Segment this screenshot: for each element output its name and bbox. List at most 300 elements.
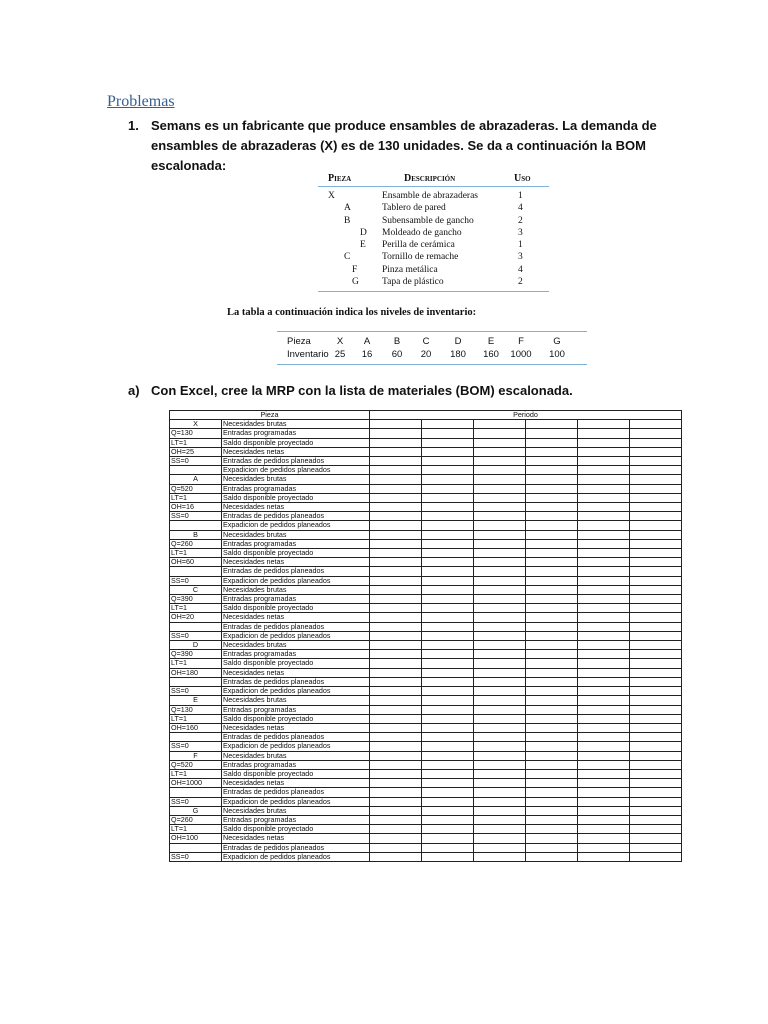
mrp-period-cell[interactable] xyxy=(474,760,526,769)
mrp-period-cell[interactable] xyxy=(578,742,630,751)
mrp-period-cell[interactable] xyxy=(578,769,630,778)
mrp-period-cell[interactable] xyxy=(578,733,630,742)
mrp-period-cell[interactable] xyxy=(474,843,526,852)
mrp-period-cell[interactable] xyxy=(630,733,682,742)
mrp-period-cell[interactable] xyxy=(578,788,630,797)
mrp-period-cell[interactable] xyxy=(526,815,578,824)
mrp-period-cell[interactable] xyxy=(474,659,526,668)
mrp-period-cell[interactable] xyxy=(370,641,422,650)
mrp-period-cell[interactable] xyxy=(422,521,474,530)
mrp-period-cell[interactable] xyxy=(474,779,526,788)
mrp-period-cell[interactable] xyxy=(370,539,422,548)
mrp-period-cell[interactable] xyxy=(474,733,526,742)
mrp-period-cell[interactable] xyxy=(370,512,422,521)
mrp-period-cell[interactable] xyxy=(630,484,682,493)
mrp-period-cell[interactable] xyxy=(630,696,682,705)
mrp-period-cell[interactable] xyxy=(422,650,474,659)
mrp-period-cell[interactable] xyxy=(422,503,474,512)
mrp-period-cell[interactable] xyxy=(578,429,630,438)
mrp-period-cell[interactable] xyxy=(630,705,682,714)
mrp-period-cell[interactable] xyxy=(578,668,630,677)
mrp-period-cell[interactable] xyxy=(578,650,630,659)
mrp-row xyxy=(170,760,682,769)
mrp-period-cell[interactable] xyxy=(526,733,578,742)
mrp-period-cell[interactable] xyxy=(370,825,422,834)
mrp-period-cell[interactable] xyxy=(578,567,630,576)
mrp-period-cell[interactable] xyxy=(578,852,630,861)
mrp-period-cell[interactable] xyxy=(474,438,526,447)
mrp-period-cell[interactable] xyxy=(422,760,474,769)
mrp-period-cell[interactable] xyxy=(578,815,630,824)
mrp-period-cell[interactable] xyxy=(422,613,474,622)
mrp-period-cell[interactable] xyxy=(526,751,578,760)
mrp-period-cell[interactable] xyxy=(630,512,682,521)
mrp-period-cell[interactable] xyxy=(370,650,422,659)
mrp-period-cell[interactable] xyxy=(630,723,682,732)
mrp-period-cell[interactable] xyxy=(474,521,526,530)
mrp-period-cell[interactable] xyxy=(474,705,526,714)
mrp-period-cell[interactable] xyxy=(370,493,422,502)
mrp-period-cell[interactable] xyxy=(526,825,578,834)
mrp-period-cell[interactable] xyxy=(526,604,578,613)
mrp-period-cell[interactable] xyxy=(422,493,474,502)
mrp-period-cell[interactable] xyxy=(370,815,422,824)
mrp-period-cell[interactable] xyxy=(526,585,578,594)
mrp-period-cell[interactable] xyxy=(526,613,578,622)
mrp-period-cell[interactable] xyxy=(474,834,526,843)
mrp-period-cell[interactable] xyxy=(370,595,422,604)
mrp-period-cell[interactable] xyxy=(370,466,422,475)
mrp-period-cell[interactable] xyxy=(630,493,682,502)
mrp-period-cell[interactable] xyxy=(422,641,474,650)
mrp-period-cell[interactable] xyxy=(578,604,630,613)
mrp-period-cell[interactable] xyxy=(474,539,526,548)
mrp-row xyxy=(170,576,682,585)
mrp-period-cell[interactable] xyxy=(630,558,682,567)
mrp-period-cell[interactable] xyxy=(578,622,630,631)
mrp-period-cell[interactable] xyxy=(474,622,526,631)
mrp-period-cell[interactable] xyxy=(578,613,630,622)
mrp-period-cell[interactable] xyxy=(526,834,578,843)
mrp-period-cell[interactable] xyxy=(630,677,682,686)
mrp-period-cell[interactable] xyxy=(474,613,526,622)
mrp-period-cell[interactable] xyxy=(474,503,526,512)
mrp-period-cell[interactable] xyxy=(474,595,526,604)
mrp-period-cell[interactable] xyxy=(578,687,630,696)
mrp-period-cell[interactable] xyxy=(630,595,682,604)
mrp-period-cell[interactable] xyxy=(630,843,682,852)
mrp-period-cell[interactable] xyxy=(630,447,682,456)
mrp-period-cell[interactable] xyxy=(370,521,422,530)
mrp-period-cell[interactable] xyxy=(526,641,578,650)
mrp-period-cell[interactable] xyxy=(526,503,578,512)
mrp-period-cell[interactable] xyxy=(474,567,526,576)
mrp-period-cell[interactable] xyxy=(578,585,630,594)
bom-pieza: X xyxy=(328,191,335,201)
mrp-period-cell[interactable] xyxy=(578,659,630,668)
mrp-period-cell[interactable] xyxy=(526,668,578,677)
mrp-period-cell[interactable] xyxy=(422,852,474,861)
mrp-period-cell[interactable] xyxy=(370,457,422,466)
mrp-period-cell[interactable] xyxy=(578,677,630,686)
mrp-period-cell[interactable] xyxy=(526,595,578,604)
mrp-period-cell[interactable] xyxy=(578,457,630,466)
mrp-period-cell[interactable] xyxy=(630,585,682,594)
mrp-period-cell[interactable] xyxy=(370,788,422,797)
mrp-period-cell[interactable] xyxy=(630,650,682,659)
mrp-period-cell[interactable] xyxy=(422,769,474,778)
mrp-period-cell[interactable] xyxy=(474,788,526,797)
mrp-period-cell[interactable] xyxy=(370,484,422,493)
mrp-period-cell[interactable] xyxy=(578,549,630,558)
mrp-period-cell[interactable] xyxy=(526,696,578,705)
mrp-period-cell[interactable] xyxy=(474,558,526,567)
mrp-period-cell[interactable] xyxy=(370,843,422,852)
mrp-period-cell[interactable] xyxy=(578,696,630,705)
mrp-period-cell[interactable] xyxy=(578,539,630,548)
mrp-period-cell[interactable] xyxy=(578,779,630,788)
mrp-period-cell[interactable] xyxy=(578,797,630,806)
mrp-period-cell[interactable] xyxy=(474,751,526,760)
mrp-period-cell[interactable] xyxy=(370,475,422,484)
mrp-period-cell[interactable] xyxy=(370,585,422,594)
mrp-period-cell[interactable] xyxy=(526,622,578,631)
mrp-period-cell[interactable] xyxy=(630,503,682,512)
mrp-period-cell[interactable] xyxy=(370,723,422,732)
mrp-period-cell[interactable] xyxy=(474,466,526,475)
mrp-period-cell[interactable] xyxy=(630,815,682,824)
mrp-period-cell[interactable] xyxy=(630,466,682,475)
mrp-period-cell[interactable] xyxy=(422,512,474,521)
mrp-period-cell[interactable] xyxy=(474,530,526,539)
mrp-period-cell[interactable] xyxy=(526,466,578,475)
mrp-header-periodo: Periodo xyxy=(370,411,682,420)
mrp-period-cell[interactable] xyxy=(578,723,630,732)
mrp-period-cell[interactable] xyxy=(526,576,578,585)
mrp-period-cell[interactable] xyxy=(630,852,682,861)
mrp-period-cell[interactable] xyxy=(422,622,474,631)
mrp-period-cell[interactable] xyxy=(630,549,682,558)
mrp-period-cell[interactable] xyxy=(370,760,422,769)
mrp-period-cell[interactable] xyxy=(630,641,682,650)
mrp-period-cell[interactable] xyxy=(526,457,578,466)
mrp-period-cell[interactable] xyxy=(630,797,682,806)
mrp-row xyxy=(170,429,682,438)
mrp-period-cell[interactable] xyxy=(526,521,578,530)
mrp-period-cell[interactable] xyxy=(630,521,682,530)
mrp-period-cell[interactable] xyxy=(578,512,630,521)
mrp-period-cell[interactable] xyxy=(422,530,474,539)
mrp-period-cell[interactable] xyxy=(630,622,682,631)
mrp-period-cell[interactable] xyxy=(630,769,682,778)
mrp-period-cell[interactable] xyxy=(630,539,682,548)
mrp-period-cell[interactable] xyxy=(422,815,474,824)
mrp-period-cell[interactable] xyxy=(370,567,422,576)
mrp-period-cell[interactable] xyxy=(422,788,474,797)
mrp-period-cell[interactable] xyxy=(422,595,474,604)
mrp-period-cell[interactable] xyxy=(422,806,474,815)
mrp-period-cell[interactable] xyxy=(422,549,474,558)
mrp-period-cell[interactable] xyxy=(526,806,578,815)
mrp-period-cell[interactable] xyxy=(474,512,526,521)
mrp-period-cell[interactable] xyxy=(474,429,526,438)
mrp-period-cell[interactable] xyxy=(422,585,474,594)
mrp-period-cell[interactable] xyxy=(474,797,526,806)
mrp-period-cell[interactable] xyxy=(422,447,474,456)
mrp-period-cell[interactable] xyxy=(422,429,474,438)
mrp-period-cell[interactable] xyxy=(422,751,474,760)
mrp-period-cell[interactable] xyxy=(422,779,474,788)
mrp-period-cell[interactable] xyxy=(422,825,474,834)
mrp-period-cell[interactable] xyxy=(526,779,578,788)
mrp-row xyxy=(170,650,682,659)
mrp-piece-name: F xyxy=(170,751,222,760)
mrp-row-label: Entradas programadas xyxy=(222,650,370,659)
mrp-period-cell[interactable] xyxy=(370,687,422,696)
mrp-period-cell[interactable] xyxy=(578,438,630,447)
mrp-period-cell[interactable] xyxy=(474,585,526,594)
mrp-period-cell[interactable] xyxy=(370,806,422,815)
mrp-period-cell[interactable] xyxy=(474,420,526,429)
mrp-period-cell[interactable] xyxy=(474,687,526,696)
mrp-period-cell[interactable] xyxy=(578,714,630,723)
mrp-period-cell[interactable] xyxy=(578,475,630,484)
mrp-period-cell[interactable] xyxy=(422,567,474,576)
mrp-period-cell[interactable] xyxy=(630,604,682,613)
mrp-period-cell[interactable] xyxy=(370,779,422,788)
mrp-period-cell[interactable] xyxy=(370,668,422,677)
mrp-period-cell[interactable] xyxy=(526,659,578,668)
mrp-period-cell[interactable] xyxy=(630,631,682,640)
mrp-period-cell[interactable] xyxy=(422,558,474,567)
mrp-period-cell[interactable] xyxy=(422,438,474,447)
mrp-period-cell[interactable] xyxy=(526,420,578,429)
mrp-period-cell[interactable] xyxy=(474,723,526,732)
mrp-row-label: Entradas de pedidos planeados xyxy=(222,677,370,686)
mrp-period-cell[interactable] xyxy=(526,714,578,723)
mrp-period-cell[interactable] xyxy=(630,834,682,843)
mrp-period-cell[interactable] xyxy=(422,659,474,668)
mrp-period-cell[interactable] xyxy=(422,457,474,466)
mrp-period-cell[interactable] xyxy=(474,631,526,640)
mrp-period-cell[interactable] xyxy=(370,576,422,585)
mrp-period-cell[interactable] xyxy=(526,493,578,502)
mrp-period-cell[interactable] xyxy=(370,631,422,640)
mrp-period-cell[interactable] xyxy=(422,696,474,705)
mrp-period-cell[interactable] xyxy=(630,429,682,438)
mrp-row xyxy=(170,714,682,723)
mrp-period-cell[interactable] xyxy=(370,429,422,438)
mrp-period-cell[interactable] xyxy=(370,769,422,778)
mrp-period-cell[interactable] xyxy=(526,558,578,567)
mrp-period-cell[interactable] xyxy=(474,806,526,815)
mrp-period-cell[interactable] xyxy=(474,457,526,466)
mrp-period-cell[interactable] xyxy=(630,760,682,769)
mrp-period-cell[interactable] xyxy=(630,530,682,539)
mrp-period-cell[interactable] xyxy=(578,631,630,640)
mrp-period-cell[interactable] xyxy=(578,843,630,852)
mrp-period-cell[interactable] xyxy=(578,834,630,843)
mrp-period-cell[interactable] xyxy=(578,530,630,539)
mrp-period-cell[interactable] xyxy=(422,723,474,732)
mrp-period-cell[interactable] xyxy=(474,549,526,558)
mrp-period-cell[interactable] xyxy=(526,484,578,493)
mrp-period-cell[interactable] xyxy=(370,503,422,512)
mrp-period-cell[interactable] xyxy=(422,742,474,751)
mrp-period-cell[interactable] xyxy=(630,806,682,815)
mrp-period-cell[interactable] xyxy=(630,788,682,797)
mrp-period-cell[interactable] xyxy=(578,825,630,834)
mrp-period-cell[interactable] xyxy=(474,714,526,723)
mrp-period-cell[interactable] xyxy=(474,650,526,659)
mrp-period-cell[interactable] xyxy=(422,677,474,686)
mrp-period-cell[interactable] xyxy=(578,503,630,512)
mrp-period-cell[interactable] xyxy=(370,834,422,843)
mrp-period-cell[interactable] xyxy=(578,641,630,650)
mrp-period-cell[interactable] xyxy=(578,420,630,429)
mrp-period-cell[interactable] xyxy=(474,677,526,686)
mrp-period-cell[interactable] xyxy=(370,549,422,558)
mrp-period-cell[interactable] xyxy=(630,668,682,677)
mrp-period-cell[interactable] xyxy=(526,843,578,852)
mrp-period-cell[interactable] xyxy=(526,631,578,640)
mrp-period-cell[interactable] xyxy=(630,475,682,484)
mrp-period-cell[interactable] xyxy=(630,613,682,622)
mrp-period-cell[interactable] xyxy=(578,751,630,760)
mrp-period-cell[interactable] xyxy=(526,723,578,732)
mrp-period-cell[interactable] xyxy=(422,843,474,852)
mrp-period-cell[interactable] xyxy=(422,466,474,475)
mrp-period-cell[interactable] xyxy=(422,834,474,843)
mrp-period-cell[interactable] xyxy=(526,530,578,539)
mrp-period-cell[interactable] xyxy=(474,576,526,585)
mrp-period-cell[interactable] xyxy=(370,530,422,539)
mrp-period-cell[interactable] xyxy=(370,659,422,668)
mrp-period-cell[interactable] xyxy=(422,484,474,493)
mrp-period-cell[interactable] xyxy=(526,687,578,696)
mrp-period-cell[interactable] xyxy=(474,668,526,677)
mrp-period-cell[interactable] xyxy=(526,742,578,751)
mrp-period-cell[interactable] xyxy=(526,475,578,484)
mrp-period-cell[interactable] xyxy=(370,714,422,723)
mrp-period-cell[interactable] xyxy=(526,429,578,438)
mrp-period-cell[interactable] xyxy=(370,797,422,806)
mrp-period-cell[interactable] xyxy=(578,558,630,567)
mrp-period-cell[interactable] xyxy=(474,815,526,824)
mrp-period-cell[interactable] xyxy=(474,604,526,613)
mrp-period-cell[interactable] xyxy=(578,760,630,769)
mrp-period-cell[interactable] xyxy=(630,742,682,751)
mrp-period-cell[interactable] xyxy=(370,852,422,861)
mrp-period-cell[interactable] xyxy=(526,549,578,558)
mrp-period-cell[interactable] xyxy=(422,705,474,714)
mrp-period-cell[interactable] xyxy=(578,705,630,714)
mrp-period-cell[interactable] xyxy=(630,420,682,429)
mrp-period-cell[interactable] xyxy=(474,742,526,751)
mrp-period-cell[interactable] xyxy=(370,751,422,760)
mrp-period-cell[interactable] xyxy=(474,493,526,502)
mrp-period-cell[interactable] xyxy=(422,797,474,806)
mrp-period-cell[interactable] xyxy=(370,558,422,567)
mrp-period-cell[interactable] xyxy=(370,613,422,622)
mrp-period-cell[interactable] xyxy=(422,687,474,696)
mrp-period-cell[interactable] xyxy=(630,457,682,466)
mrp-period-cell[interactable] xyxy=(370,438,422,447)
mrp-period-cell[interactable] xyxy=(474,696,526,705)
mrp-period-cell[interactable] xyxy=(578,806,630,815)
mrp-period-cell[interactable] xyxy=(630,714,682,723)
mrp-period-cell[interactable] xyxy=(474,641,526,650)
mrp-period-cell[interactable] xyxy=(422,733,474,742)
mrp-period-cell[interactable] xyxy=(474,475,526,484)
mrp-period-cell[interactable] xyxy=(578,521,630,530)
mrp-period-cell[interactable] xyxy=(526,705,578,714)
mrp-period-cell[interactable] xyxy=(526,797,578,806)
mrp-period-cell[interactable] xyxy=(578,595,630,604)
mrp-period-cell[interactable] xyxy=(422,576,474,585)
mrp-period-cell[interactable] xyxy=(370,677,422,686)
mrp-period-cell[interactable] xyxy=(578,493,630,502)
mrp-period-cell[interactable] xyxy=(630,567,682,576)
mrp-period-cell[interactable] xyxy=(422,714,474,723)
mrp-period-cell[interactable] xyxy=(474,447,526,456)
mrp-period-cell[interactable] xyxy=(422,631,474,640)
mrp-period-cell[interactable] xyxy=(526,769,578,778)
mrp-period-cell[interactable] xyxy=(526,567,578,576)
mrp-period-cell[interactable] xyxy=(474,769,526,778)
mrp-period-cell[interactable] xyxy=(370,705,422,714)
mrp-piece-param xyxy=(170,677,222,686)
mrp-period-cell[interactable] xyxy=(630,687,682,696)
mrp-period-cell[interactable] xyxy=(370,733,422,742)
mrp-period-cell[interactable] xyxy=(578,484,630,493)
mrp-period-cell[interactable] xyxy=(526,438,578,447)
mrp-period-cell[interactable] xyxy=(474,825,526,834)
mrp-period-cell[interactable] xyxy=(630,438,682,447)
mrp-period-cell[interactable] xyxy=(630,751,682,760)
mrp-period-cell[interactable] xyxy=(630,659,682,668)
mrp-period-cell[interactable] xyxy=(474,852,526,861)
mrp-period-cell[interactable] xyxy=(370,622,422,631)
mrp-period-cell[interactable] xyxy=(422,668,474,677)
mrp-period-cell[interactable] xyxy=(630,825,682,834)
mrp-period-cell[interactable] xyxy=(474,484,526,493)
mrp-period-cell[interactable] xyxy=(578,466,630,475)
mrp-period-cell[interactable] xyxy=(526,760,578,769)
mrp-row xyxy=(170,521,682,530)
mrp-period-cell[interactable] xyxy=(578,447,630,456)
mrp-period-cell[interactable] xyxy=(370,696,422,705)
mrp-period-cell[interactable] xyxy=(526,788,578,797)
mrp-period-cell[interactable] xyxy=(370,420,422,429)
mrp-period-cell[interactable] xyxy=(526,677,578,686)
mrp-period-cell[interactable] xyxy=(578,576,630,585)
mrp-period-cell[interactable] xyxy=(370,604,422,613)
mrp-period-cell[interactable] xyxy=(370,447,422,456)
mrp-period-cell[interactable] xyxy=(422,539,474,548)
mrp-period-cell[interactable] xyxy=(526,447,578,456)
mrp-period-cell[interactable] xyxy=(526,650,578,659)
mrp-period-cell[interactable] xyxy=(526,512,578,521)
mrp-period-cell[interactable] xyxy=(526,852,578,861)
mrp-period-cell[interactable] xyxy=(370,742,422,751)
mrp-period-cell[interactable] xyxy=(630,576,682,585)
mrp-period-cell[interactable] xyxy=(422,475,474,484)
mrp-period-cell[interactable] xyxy=(630,779,682,788)
mrp-period-cell[interactable] xyxy=(422,604,474,613)
mrp-period-cell[interactable] xyxy=(422,420,474,429)
mrp-period-cell[interactable] xyxy=(526,539,578,548)
